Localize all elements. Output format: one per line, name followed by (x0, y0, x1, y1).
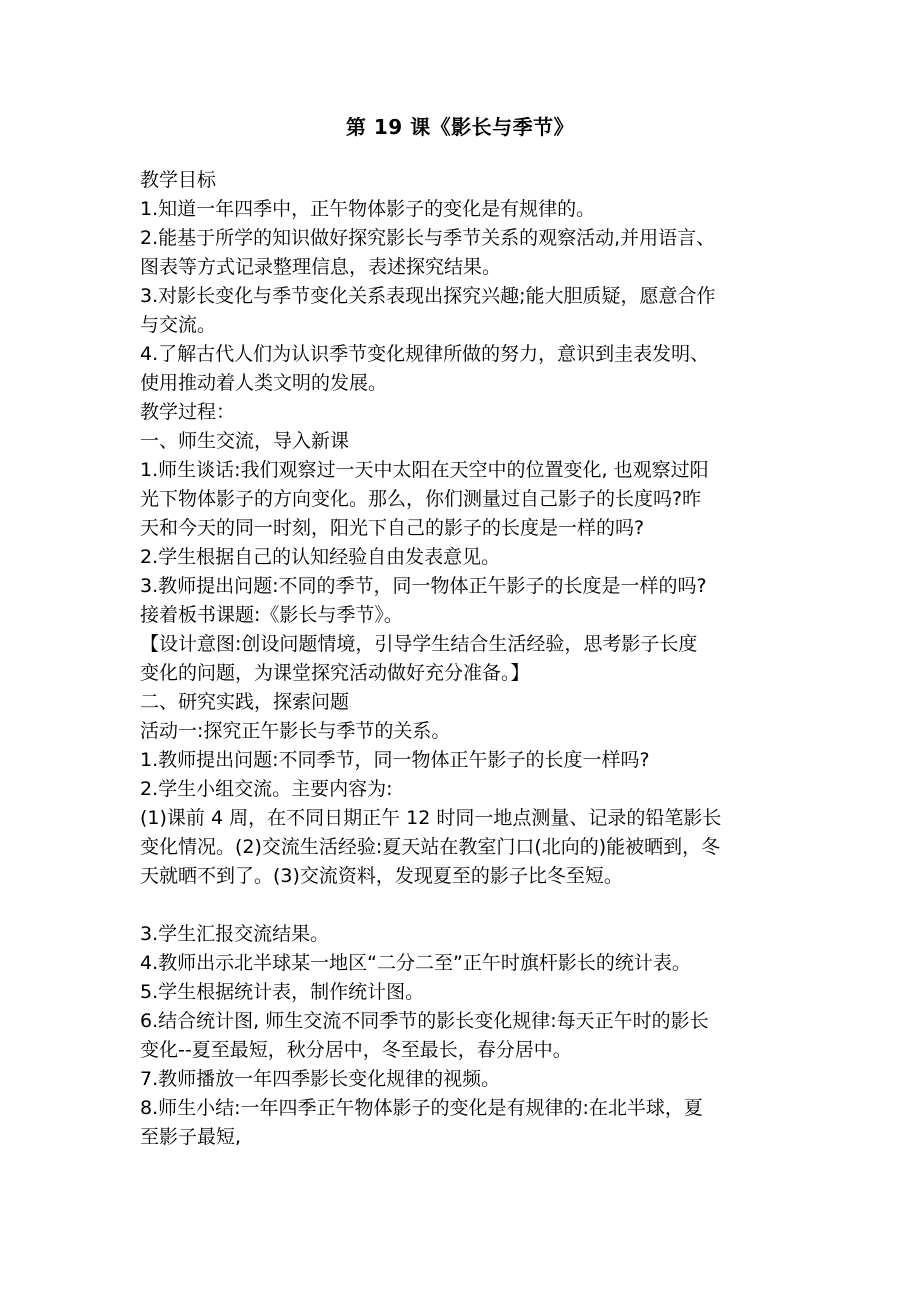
design-intent-line: 变化的问题，为课堂探究活动做好充分准备。】 (140, 662, 530, 684)
text-line: 3.教师提出问题:不同的季节，同一物体正午影子的长度是一样的吗? (140, 575, 707, 597)
activity-heading: 活动一:探究正午影长与季节的关系。 (140, 720, 451, 742)
text-line: 1.知道一年四季中，正午物体影子的变化是有规律的。 (140, 198, 596, 220)
text-line: 使用推动着人类文明的发展。 (140, 372, 388, 394)
text-line: 3.对影长变化与季节变化关系表现出探究兴趣;能大胆质疑，愿意合作 (140, 285, 716, 307)
design-intent-line: 【设计意图:创设问题情境，引导学生结合生活经验，思考影子长度 (140, 633, 698, 655)
text-line: 4.教师出示北半球某一地区“二分二至”正午时旗杆影长的统计表。 (140, 952, 691, 974)
text-line: 天和今天的同一时刻，阳光下自己的影子的长度是一样的吗? (140, 517, 645, 539)
subsection-heading: 一、师生交流，导入新课 (140, 430, 350, 452)
subsection-heading: 二、研究实践，探索问题 (140, 691, 350, 713)
text-line: 2.学生小组交流。主要内容为: (140, 778, 393, 800)
text-line: 1.师生谈话:我们观察过一天中太阳在天空中的位置变化, 也观察过阳 (140, 459, 709, 481)
text-line: 变化--夏至最短，秋分居中，冬至最长，春分居中。 (140, 1039, 572, 1061)
text-line: (1)课前 4 周，在不同日期正午 12 时同一地点测量、记录的铅笔影长 (140, 807, 722, 829)
text-line: 3.学生汇报交流结果。 (140, 923, 330, 945)
text-line: 8.师生小结:一年四季正午物体影子的变化是有规律的:在北半球，夏 (140, 1097, 703, 1119)
text-line: 至影子最短, (140, 1126, 242, 1148)
text-line: 2.学生根据自己的认知经验自由发表意见。 (140, 546, 501, 568)
text-line: 光下物体影子的方向变化。那么，你们测量过自己影子的长度吗?昨 (140, 488, 702, 510)
text-line: 4.了解古代人们为认识季节变化规律所做的努力，意识到圭表发明、 (140, 343, 710, 365)
text-line: 5.学生根据统计表，制作统计图。 (140, 981, 425, 1003)
text-line: 7.教师播放一年四季影长变化规律的视频。 (140, 1068, 501, 1090)
text-line: 1.教师提出问题:不同季节，同一物体正午影子的长度一样吗? (140, 749, 650, 771)
section-heading-objectives: 教学目标 (140, 169, 217, 191)
document-body (140, 166, 790, 1152)
text-line: 变化情况。(2)交流生活经验:夏天站在教室门口(北向的)能被晒到，冬 (140, 836, 721, 858)
text-line: 6.结合统计图, 师生交流不同季节的影长变化规律:每天正午时的影长 (140, 1010, 709, 1032)
blank-line (140, 891, 790, 920)
text-line: 图表等方式记录整理信息，表述探究结果。 (140, 256, 502, 278)
text-line: 天就晒不到了。(3)交流资料，发现夏至的影子比冬至短。 (140, 865, 623, 887)
document-title: 第 19 课《影长与季节》 (345, 115, 575, 139)
section-heading-process: 教学过程： (140, 401, 236, 423)
text-line: 与交流。 (140, 314, 217, 336)
text-line: 2.能基于所学的知识做好探究影长与季节关系的观察活动,并用语言、 (140, 227, 716, 249)
text-line: 接着板书课题:《影长与季节》。 (140, 604, 403, 626)
